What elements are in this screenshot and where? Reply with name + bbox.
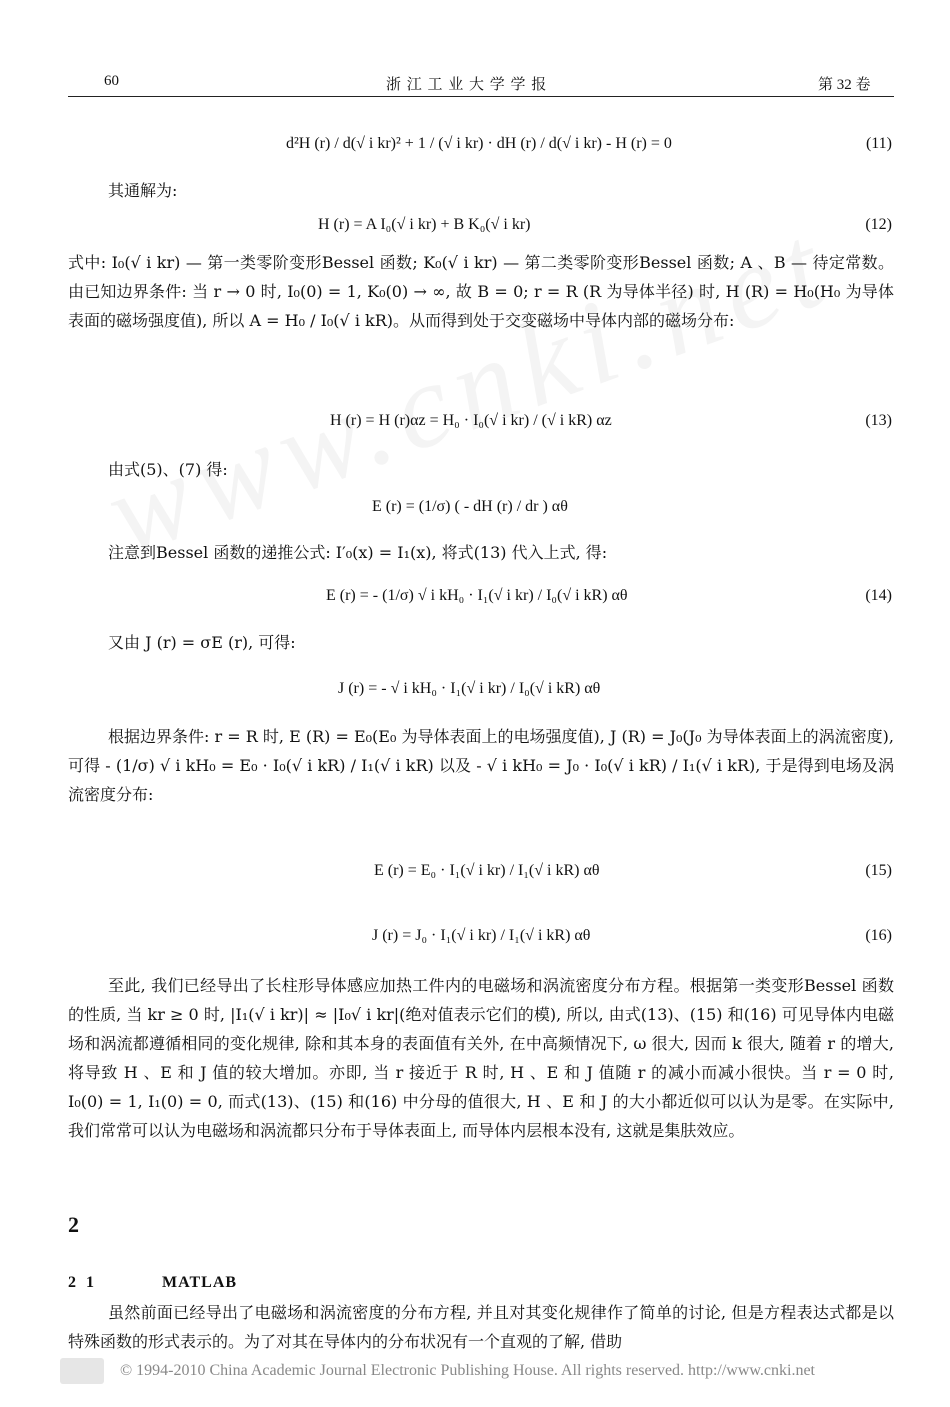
equation-number-12: (12) [865, 216, 892, 233]
equation-number-13: (13) [865, 412, 892, 429]
paragraph-boundary-conditions: 式中: I₀(√ i kr) — 第一类零阶变形Bessel 函数; K₀(√ i kr) — 第二类零阶变形Bessel 函数; A 、B — 待定常数。由已知边界条件: 当 r → 0 时, I₀(0) = 1, K₀(0) → ∞, 故 B = 0; r = R (R 为导体半径) 时, H (R) = H₀(H₀ 为导体表面的磁场强度值), 所以 A = H₀ / I₀(√ i kR)。从而得到处于交变磁场中导体内部的磁场分布: [68, 253, 894, 330]
cnki-logo-icon [60, 1358, 104, 1384]
equation-j-field: J (r) = - √ i kH₀ · I₁(√ i kr) / I₀(√ i kR) αθ [338, 680, 601, 697]
subsection-number: 2 1 [68, 1274, 94, 1291]
equation-13: H (r) = H (r)αz = H₀ · I₀(√ i kr) / (√ i kR) αz [330, 412, 612, 429]
equation-11: d²H (r) / d(√ i kr)² + 1 / (√ i kr) · dH (r) / d(√ i kr) - H (r) = 0 [286, 135, 672, 152]
equation-number-11: (11) [865, 135, 892, 152]
footer [60, 1358, 940, 1386]
equation-number-16: (16) [865, 927, 892, 944]
paragraph-from-eq-5-7: 由式(5)、(7) 得: [108, 460, 228, 479]
equation-15: E (r) = E₀ · I₁(√ i kr) / I₁(√ i kR) αθ [374, 862, 600, 879]
paragraph-general-solution: 其通解为: [108, 181, 178, 200]
page-number: 60 [104, 73, 119, 89]
paragraph-recurrence: 注意到Bessel 函数的递推公式: I′₀(x) = I₁(x), 将式(13) 代入上式, 得: [108, 543, 608, 562]
copyright-notice: © 1994-2010 China Academic Journal Electronic Publishing House. All rights reserved. http://www.cnki.net [120, 1362, 815, 1379]
volume-label: 第 32 卷 [818, 77, 871, 93]
subsection-title: MATLAB [162, 1274, 238, 1291]
paragraph-current-density: 又由 J (r) = σE (r), 可得: [108, 633, 296, 652]
paragraph-skin-effect: 至此, 我们已经导出了长柱形导体感应加热工件内的电磁场和涡流密度分布方程。根据第一类变形Bessel 函数的性质, 当 kr ≥ 0 时, |I₁(√ i kr)| ≈ |I₀√ i kr|(绝对值表示它们的模), 所以, 由式(13)、(15) 和(16) 可见导体内电磁场和涡流都遵循相同的变化规律, 除和其本身的表面值有关外, 在中高频情况下, ω 很大, 因而 k 很大, 随着 r 的增大, 将导致 H 、E 和 J 值的较大增加。亦即, 当 r 接近于 R 时, H 、E 和 J 值随 r 的减小而减小很快。当 r = 0 时, I₀(0) = 1, I₁(0) = 0, 而式(13)、(15) 和(16) 中分母的值很大, H 、E 和 J 的大小都近似可以认为是零。在实际中, 我们常常可以认为电磁场和涡流都只分布于导体表面上, 而导体内层根本没有, 这就是集肤效应。 [68, 976, 894, 1140]
equation-number-15: (15) [865, 862, 892, 879]
equation-14: E (r) = - (1/σ) √ i kH₀ · I₁(√ i kr) / I₀(√ i kR) αθ [326, 587, 628, 604]
journal-title: 浙 江 工 业 大 学 学 报 [386, 77, 548, 93]
equation-number-14: (14) [865, 587, 892, 604]
paragraph-surface-values: 根据边界条件: r = R 时, E (R) = E₀(E₀ 为导体表面上的电场强度值), J (R) = J₀(J₀ 为导体表面上的涡流密度), 可得 - (1/σ) √ i kH₀ = E₀ · I₀(√ i kR) / I₁(√ i kR) 以及 - √ i kH₀ = J₀ · I₀(√ i kR) / I₁(√ i kR), 于是得到电场及涡流密度分布: [68, 727, 894, 804]
equation-12: H (r) = A I₀(√ i kr) + B K₀(√ i kr) [318, 216, 531, 233]
section-number: 2 [68, 1212, 79, 1237]
equation-16: J (r) = J₀ · I₁(√ i kr) / I₁(√ i kR) αθ [372, 927, 591, 944]
equation-e-field-derivative: E (r) = (1/σ) ( - dH (r) / dr ) αθ [372, 498, 568, 515]
header-rule [68, 96, 894, 97]
paragraph-matlab-intro: 虽然前面已经导出了电磁场和涡流密度的分布方程, 并且对其变化规律作了简单的讨论, 但是方程表达式都是以特殊函数的形式表示的。为了对其在导体内的分布状况有一个直观的了解, 借助 [68, 1303, 894, 1351]
